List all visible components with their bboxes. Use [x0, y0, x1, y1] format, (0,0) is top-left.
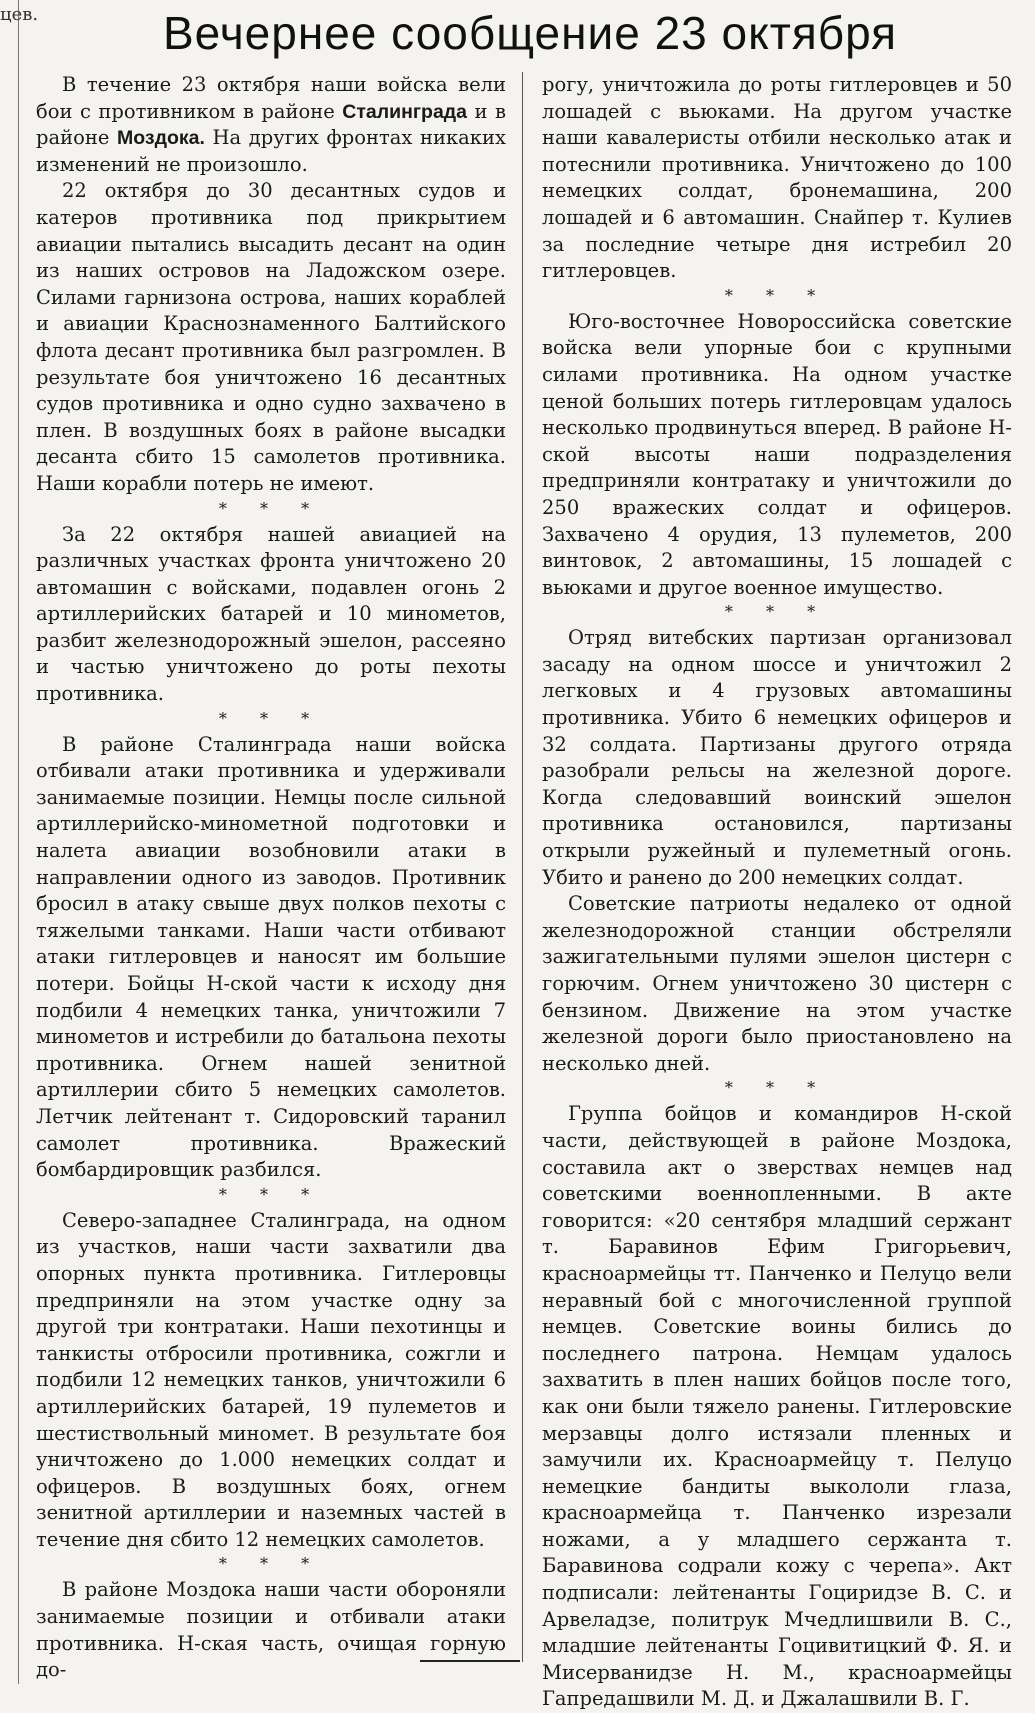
section-separator: * * *	[724, 602, 830, 622]
paragraph-ladoga: 22 октября до 30 десантных судов и катеров противника под прикрытием авиации пытались высадить десант на один из наших островов на Ладожском озере. Силами гарнизона острова, наших кораблей и авиации Краснознаменного Балтийского флота десант противника был разгромлен. В результате боя уничтожено 16 десантных судов противника и одно судно захвачено в плен. В воздушных боях в районе высадки десанта сбито 15 самолетов противника. Наши корабли потерь не имеют.	[36, 179, 506, 495]
paragraph-intro: В течение 23 октября наши войска вели бои с противником в районе Сталинграда и в районе Моздока. На других фронтах никаких изменений не произошло.	[36, 73, 506, 176]
section-separator: * * *	[724, 1078, 830, 1098]
paragraph-northwest-stalingrad: Северо-западнее Сталинграда, на одном из участков, наши части захватили два опорных пункта противника. Гитлеровцы предприняли на этом участке одну за другой три контратаки. Наши пехотинцы и танкисты отбросили противника, сожгли и подбили 12 немецких танков, уничтожили 6 артиллерийских батарей, 19 пулеметов и шестиствольный миномет. В результате боя уничтожено до 1.000 немецких солдат и офицеров. В воздушных боях, огнем зенитной артиллерии и наземных частей в течение дня сбито 12 немецких самолетов.	[36, 1208, 506, 1551]
previous-column-edge	[0, 0, 39, 1684]
paragraph-novorossiysk: Юго-восточнее Новороссийска советские войска вели упорные бои с крупными силами противника. На одном участке ценой больших потерь гитлеровцам удалось несколько продвинуться вперед. В районе Н-ской высоты наши подразделения предприняли контратаку и уничтожили до 250 вражеских солдат и офицеров. Захвачено 4 орудия, 13 пулеметов, 200 винтовок, 2 автомашины, 15 лошадей с вьюками и другое военное имущество.	[542, 309, 1012, 599]
end-rule	[420, 1660, 520, 1662]
paragraph-aviation: За 22 октября нашей авиацией на различных участках фронта уничтожено 20 автомашин с войсками, подавлен огонь 2 артиллерийских батарей и 10 минометов, разбит железнодорожный эшелон, рассеяно и частью уничтожено до роты пехоты противника.	[36, 522, 506, 706]
section-separator: * * *	[218, 1184, 324, 1204]
section-separator: * * *	[218, 708, 324, 728]
section-separator: * * *	[218, 1554, 324, 1574]
paragraph-stalingrad: В районе Сталинграда наши войска отбивали атаки противника и удерживали занимаемые позиции. Немцы после сильной артиллерийско-минометной подготовки и налета авиации возобновили атаки в направлении одного из заводов. Противник бросил в атаку свыше двух полков пехоты с тяжелыми танками. Наши части отбивают атаки гитлеровцев и наносят им большие потери. Бойцы Н-ской части к исходу дня подбили 4 немецких танка, уничтожили 7 минометов и истребили до батальона пехоты противника. Огнем нашей зенитной артиллерии сбито 5 немецких самолетов. Летчик лейтенант т. Сидоровский таранил самолет противника. Вражеский бомбардировщик разбился.	[36, 732, 506, 1182]
previous-column-fragment: цев.	[0, 4, 39, 25]
left-column	[36, 72, 506, 1684]
article-headline: Вечернее сообщение 23 октября	[162, 7, 898, 59]
paragraph-vitebsk-partisans: Отряд витебских партизан организовал засаду на одном шоссе и уничтожил 2 легковых и 4 грузовых автомашины противника. Убито 6 немецких офицеров и 32 солдата. Партизаны другого отряда разобрали рельсы на железной дороге. Когда следовавший воинский эшелон противника остановился, партизаны открыли ружейный и пулеметный огонь. Убито и ранено до 200 немецких солдат.	[542, 626, 1012, 889]
paragraph-mozdok: В районе Моздока наши части обороняли занимаемые позиции и отбивали атаки противника. Н-ская часть, очищая горную до-	[36, 1578, 506, 1682]
right-column	[542, 72, 1012, 1713]
section-separator: * * *	[218, 498, 324, 518]
paragraph-mozdok-continued: рогу, уничтожила до роты гитлеровцев и 50 лошадей с вьюками. На другом участке наши кавалеристы отбили несколько атак и потеснили противника. Уничтожено до 100 немецких солдат, бронемашина, 200 лошадей и 6 автомашин. Снайпер т. Кулиев за последние четыре дня истребил 20 гитлеровцев.	[542, 73, 1012, 283]
section-separator: * * *	[724, 285, 830, 305]
column-divider	[522, 72, 523, 1662]
paragraph-atrocities-act: Группа бойцов и командиров Н-ской части, действующей в районе Моздока, составила акт о зверствах немцев над советскими военнопленными. В акте говорится: «20 сентября младший сержант т. Баравинов Ефим Григорьевич, красноармейцы тт. Панченко и Пелуцо вели неравный бой с многочисленной группой немцев. Советские воины бились до последнего патрона. Немцам удалось захватить в плен наших бойцов после того, как они были тяжело ранены. Гитлеровские мерзавцы долго истязали пленных и замучили их. Красноармейцу т. Пелуцо немецкие бандиты выкололи глаза, красноармейца т. Панченко изрезали ножами, а у младшего сержанта т. Баравинова содрали кожу с черепа». Акт подписали: лейтенанты Гоциридзе В. С. и Арвеладзе, политрук Мчедлишвили В. С., младшие лейтенанты Гоцивитицкий Ф. Я. и Мисерванидзе Н. М., красноармейцы Гапредашвили М. Д. и Джалашвили В. Г.	[542, 1102, 1012, 1711]
paragraph-patriots-railway: Советские патриоты недалеко от одной железнодорожной станции обстреляли зажигательными пулями эшелон цистерн с горючим. Огнем уничтожено 30 цистерн с бензином. Движение на этом участке железной дороги было приостановлено на несколько дней.	[542, 892, 1012, 1075]
